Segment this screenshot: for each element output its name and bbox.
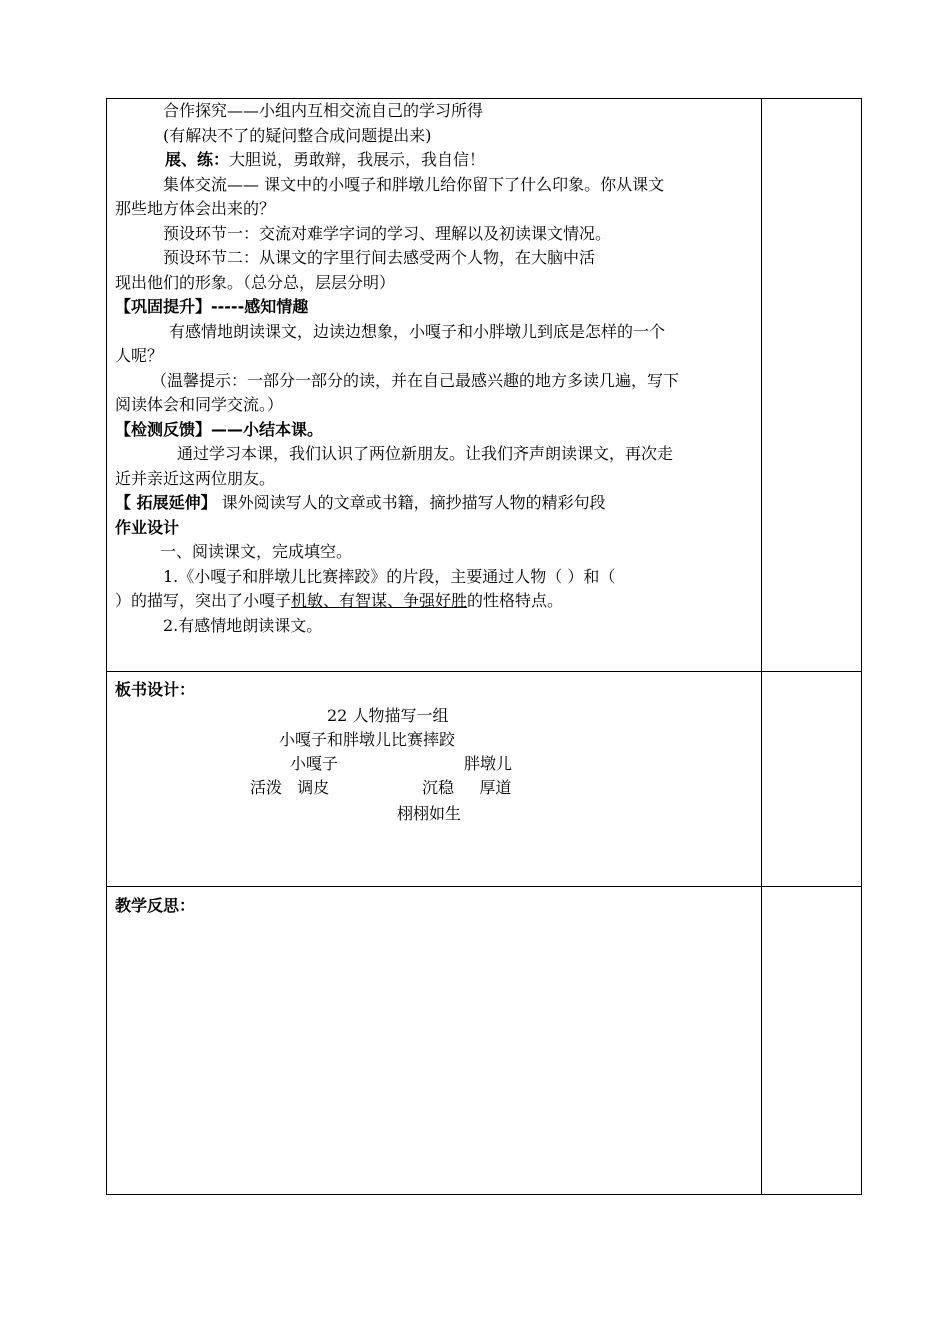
section-heading: 【检测反馈】——小结本课。 bbox=[115, 419, 324, 439]
paragraph bbox=[115, 589, 755, 614]
paragraph: 预设环节二：从课文的字里行间去感受两个人物，在大脑中活 bbox=[163, 248, 596, 267]
text: ）的描写，突出了小嘎子 bbox=[115, 591, 292, 610]
paragraph: 合作探究——小组内互相交流自己的学习所得 bbox=[163, 101, 484, 120]
paragraph: 有感情地朗读课文，边读边想象，小嘎子和小胖墩儿到底是怎样的一个 bbox=[169, 321, 666, 341]
bold-label: 展、练： bbox=[165, 150, 230, 169]
lesson-plan-table bbox=[106, 98, 862, 1195]
board-character: 小嘎子 bbox=[290, 754, 339, 773]
paragraph: 一、阅读课文，完成填空。 bbox=[160, 542, 353, 561]
column-divider bbox=[761, 99, 762, 1194]
text: 大胆说，勇敢辩，我展示，我自信！ bbox=[229, 150, 486, 169]
board-character: 胖墩儿 bbox=[464, 754, 513, 773]
board-traits: 沉稳 厚道 bbox=[422, 778, 512, 797]
paragraph: 那些地方体会出来的？ bbox=[115, 199, 276, 218]
board-subtitle: 小嘎子和胖墩儿比赛摔跤 bbox=[279, 730, 456, 749]
board-title: 22 人物描写一组 bbox=[327, 706, 449, 725]
paragraph: 现出他们的形象。（总分总，层层分明） bbox=[115, 272, 396, 292]
paragraph: (有解决不了的疑问整合成问题提出来) bbox=[163, 125, 432, 145]
section-heading: 作业设计 bbox=[115, 517, 180, 537]
board-summary: 栩栩如生 bbox=[397, 804, 462, 823]
paragraph: 预设环节一：交流对难学字词的学习、理解以及初读课文情况。 bbox=[163, 223, 612, 243]
paragraph: （温馨提示：一部分一部分的读，并在自己最感兴趣的地方多读几遍，写下 bbox=[151, 370, 680, 390]
bold-label: 【 拓展延伸】 bbox=[115, 493, 217, 512]
text: 的性格特点。 bbox=[467, 591, 564, 610]
board-heading: 板书设计： bbox=[115, 680, 196, 699]
board-traits: 活泼 调皮 bbox=[250, 778, 330, 797]
paragraph: 通过学习本课，我们认识了两位新朋友。让我们齐声朗读课文，再次走 bbox=[177, 444, 674, 463]
row-divider bbox=[107, 671, 861, 672]
paragraph: 人呢？ bbox=[115, 346, 164, 365]
underlined-text: 机敏、有智谋、争强好胜 bbox=[291, 591, 468, 610]
reflection-heading: 教学反思： bbox=[115, 896, 196, 915]
paragraph bbox=[115, 491, 755, 516]
paragraph: 2.有感情地朗读课文。 bbox=[163, 615, 323, 635]
row-divider bbox=[107, 886, 861, 887]
paragraph: 近并亲近这两位朋友。 bbox=[115, 468, 276, 488]
paragraph: 集体交流—— 课文中的小嘎子和胖墩儿给你留下了什么印象。你从课文 bbox=[163, 174, 665, 194]
paragraph bbox=[115, 148, 755, 173]
teaching-process-cell bbox=[115, 99, 755, 638]
section-heading: 【巩固提升】-----感知情趣 bbox=[115, 297, 309, 316]
paragraph: 阅读体会和同学交流。） bbox=[115, 395, 284, 414]
paragraph: 1.《小嘎子和胖墩儿比赛摔跤》的片段，主要通过人物（ ）和（ bbox=[163, 566, 616, 586]
text: 课外阅读写人的文章或书籍，摘抄描写人物的精彩句段 bbox=[216, 493, 606, 512]
